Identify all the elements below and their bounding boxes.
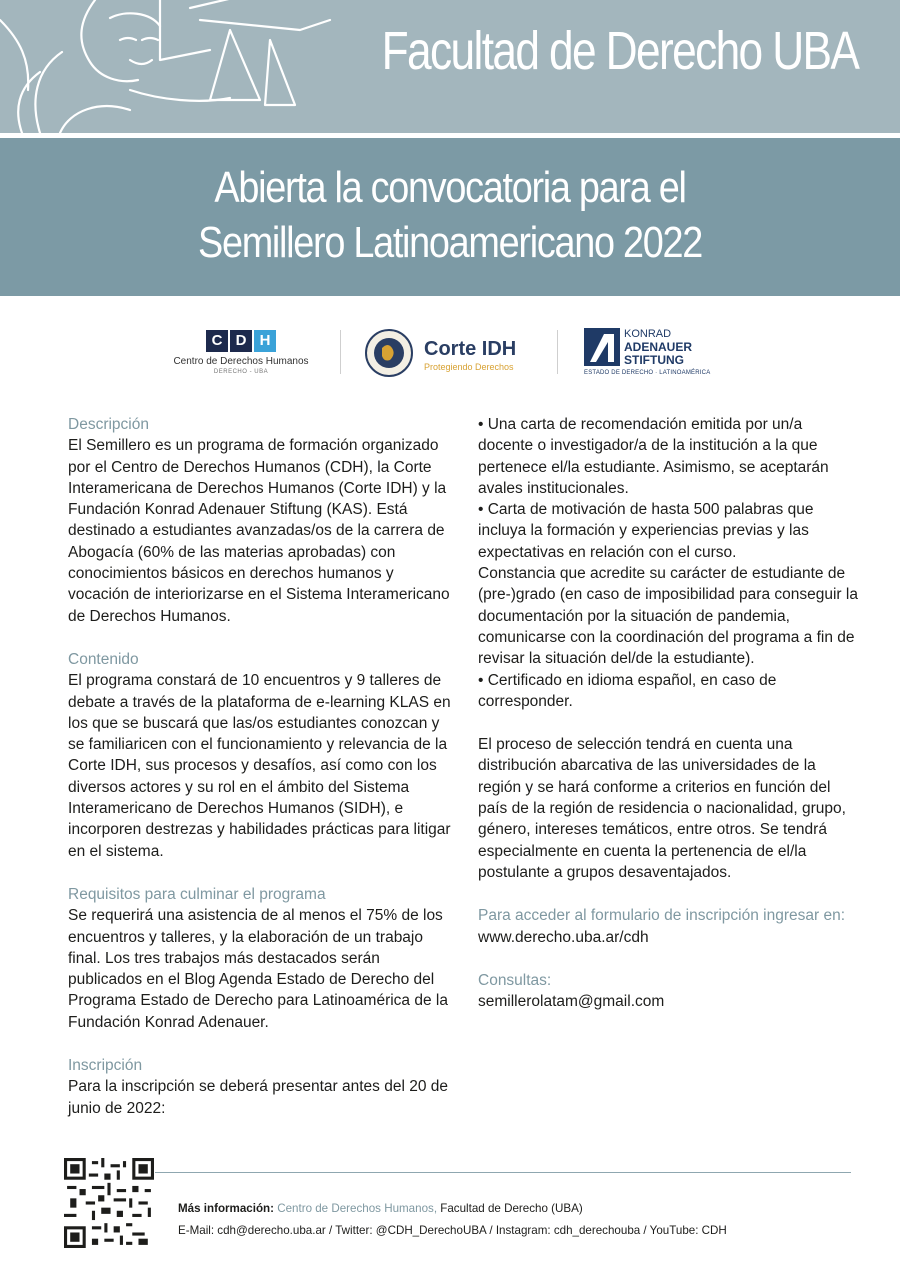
cdh-letter-c: C bbox=[206, 330, 228, 352]
headline-line-2: Semillero Latinoamericano 2022 bbox=[197, 218, 702, 267]
inscripcion-body: Para la inscripción se deberá presentar antes del 20 de junio de 2022: bbox=[68, 1078, 448, 1117]
requisitos-heading: Requisitos para culminar el programa bbox=[68, 885, 326, 903]
form-heading: Para acceder al formulario de inscripción ingresar en: bbox=[478, 907, 846, 925]
contenido-body: El programa constará de 10 encuentros y 9 talleres de debate a través de la plataforma de e-learning KLAS en los que se buscará que las/os estudiantes conozcan y se familiaricen con el funcionamiento y relevancia de la Corte IDH, sus procesos y desafíos, así como con los diversos actores y su rol en el ámbito del Sistema Interamericano de Derechos Humanos (SIDH), e incorporen destrezas y habilidades prácticas para litigar en el sistema. bbox=[68, 672, 451, 860]
corte-seal-icon bbox=[364, 328, 414, 378]
corte-subtitle: Protegiendo Derechos bbox=[424, 362, 514, 372]
requirement-item-2: • Carta de motivación de hasta 500 palabras que incluya la formación y experiencias previas y las expectativas en relación con el curso. bbox=[478, 501, 814, 561]
cdh-logo bbox=[166, 330, 316, 375]
logo-separator bbox=[340, 330, 341, 374]
logo-separator bbox=[557, 330, 558, 374]
headline-line-1: Abierta la convocatoria para el bbox=[214, 163, 686, 212]
footer-line-1 bbox=[178, 1198, 727, 1220]
form-url-link[interactable]: www.derecho.uba.ar/cdh bbox=[478, 928, 649, 946]
kas-mark-icon bbox=[584, 328, 620, 366]
kas-logo bbox=[584, 328, 714, 384]
requirement-item-3: Constancia que acredite su carácter de estudiante de (pre-)grado (en caso de imposibilidad para conseguir la documentación por la situación de pandemia, comunicarse con la coordinación del programa a fin de revisar la situación del/de la estudiante). bbox=[478, 565, 858, 668]
descripcion-heading: Descripción bbox=[68, 416, 149, 433]
contenido-heading: Contenido bbox=[68, 650, 139, 668]
cdh-letter-d: D bbox=[230, 330, 252, 352]
instagram-label: Instagram: bbox=[492, 1224, 551, 1237]
twitter-link[interactable]: @CDH_DerechoUBA / bbox=[372, 1224, 493, 1237]
left-column bbox=[68, 414, 453, 1119]
email-link[interactable]: cdh@derecho.uba.ar / bbox=[214, 1224, 333, 1237]
inscripcion-heading: Inscripción bbox=[68, 1057, 143, 1075]
cdh-name: Centro de Derechos Humanos bbox=[173, 356, 309, 367]
requisitos-body: Se requerirá una asistencia de al menos el 75% de los encuentros y talleres, y la elaboración de un trabajo final. Los tres trabajos más destacados serán publicados en el Blog Agenda Estado de Derecho del Programa Estado de Derecho para Latinoamérica de la Fundación Konrad Adenauer. bbox=[68, 907, 448, 1031]
consultas-heading: Consultas: bbox=[478, 971, 552, 989]
consultas-email-link[interactable]: semillerolatam@gmail.com bbox=[478, 993, 665, 1011]
partner-logos bbox=[0, 320, 900, 390]
footer-line-2 bbox=[178, 1220, 727, 1242]
instagram-link[interactable]: cdh_derechouba / bbox=[550, 1224, 647, 1237]
corte-name: Corte IDH bbox=[424, 338, 517, 360]
cdh-link[interactable]: Centro de Derechos Humanos, bbox=[277, 1202, 438, 1215]
faculty-title: Facultad de Derecho UBA bbox=[381, 21, 858, 81]
cdh-subtitle: DERECHO - UBA bbox=[213, 369, 269, 375]
mas-info-rest: Facultad de Derecho (UBA) bbox=[437, 1202, 583, 1215]
descripcion-body: El Semillero es un programa de formación organizado por el Centro de Derechos Humanos (CDH), la Corte Interamericana de Derechos Humanos (Corte IDH) y la Fundación Konrad Adenauer Stiftung (KAS). Está destinado a estudiantes avanzadas/os de la carrera de Abogacía (60% de las materias aprobadas) con conocimientos básicos en derechos humanos y vocación de interiorizarse en el Sistema Interamericano de Derechos Humanos. bbox=[68, 437, 450, 625]
youtube-link[interactable]: CDH bbox=[698, 1224, 727, 1237]
kas-line-2: ADENAUER bbox=[624, 340, 693, 354]
cdh-letter-h: H bbox=[254, 330, 276, 352]
kas-line-1: KONRAD bbox=[624, 328, 672, 340]
email-label: E-Mail: bbox=[178, 1224, 215, 1237]
twitter-label: Twitter: bbox=[332, 1224, 373, 1237]
corte-idh-logo bbox=[364, 326, 534, 382]
top-banner bbox=[0, 0, 900, 133]
qr-code-icon[interactable] bbox=[64, 1158, 154, 1248]
mas-info-label: Más información: bbox=[178, 1202, 274, 1215]
youtube-label: YouTube: bbox=[646, 1224, 699, 1237]
selection-paragraph: El proceso de selección tendrá en cuenta una distribución abarcativa de las universidades de la región y se hará conforme a criterios en función del país de la región de residencia o nacionalidad, grupo, género, intereses temáticos, entre otros. Se tendrá especialmente en cuenta la pertenencia de el/la postulante a grupos desaventajados. bbox=[478, 736, 846, 881]
right-column bbox=[478, 414, 858, 1012]
requirement-item-1: • Una carta de recomendación emitida por un/a docente o investigador/a de la institución a la que pertenece el/la estudiante. Asimismo, se aceptarán avales institucionales. bbox=[478, 416, 829, 497]
kas-subtitle: ESTADO DE DERECHO · LATINOAMÉRICA bbox=[584, 370, 711, 376]
headline-banner bbox=[0, 138, 900, 296]
justice-illustration-icon bbox=[0, 0, 360, 133]
footer-contact bbox=[178, 1198, 727, 1242]
kas-line-3: STIFTUNG bbox=[624, 353, 684, 367]
requirement-item-4: • Certificado en idioma español, en caso de corresponder. bbox=[478, 671, 777, 710]
footer-divider bbox=[155, 1172, 851, 1173]
